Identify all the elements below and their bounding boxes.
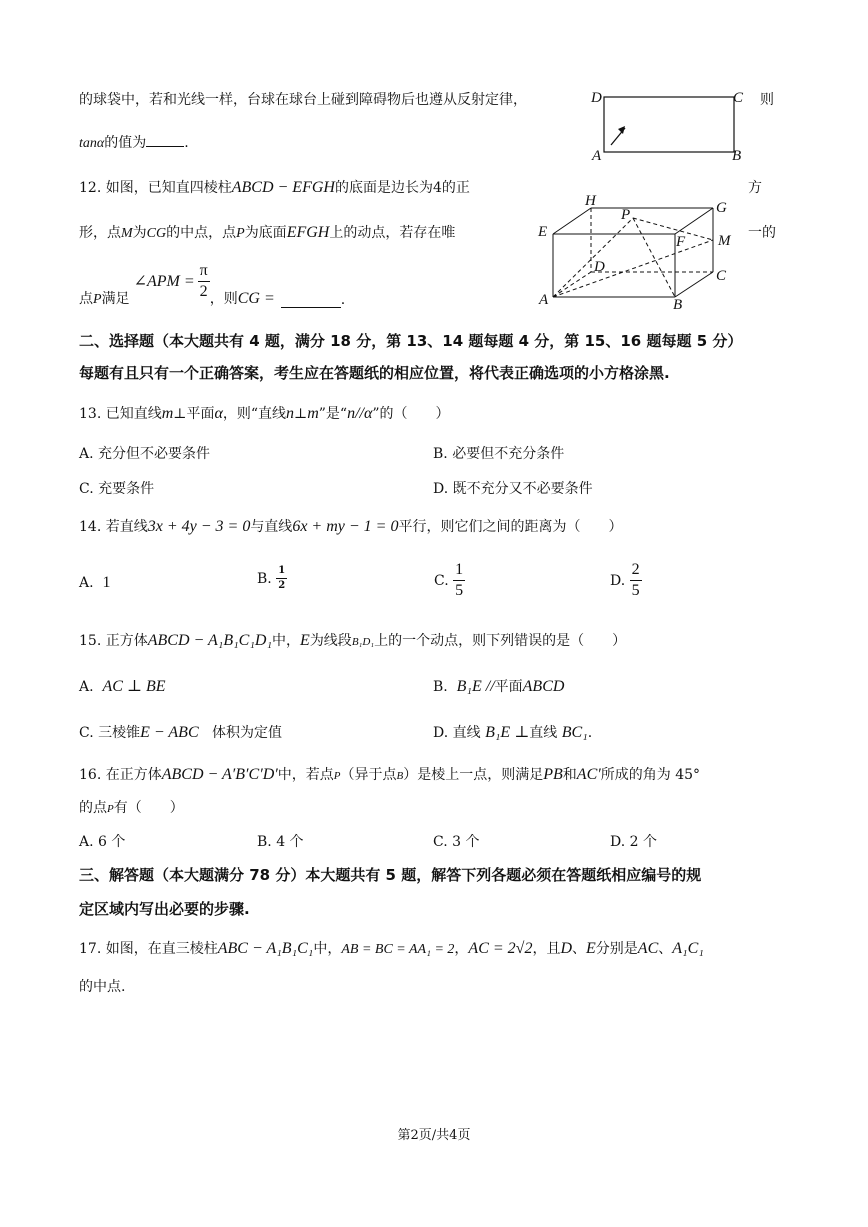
label-p: P — [621, 207, 631, 223]
q13-option-b[interactable]: B. 必要但不充分条件 — [433, 446, 565, 462]
tan-alpha: tanα — [79, 136, 105, 151]
q13-stem: 13. 已知直线m⊥平面α，则“直线n⊥m”是“n//α”的（ ） — [79, 405, 450, 422]
figure-q11-rectangle — [585, 82, 765, 162]
page-footer: 第2页/共4页 — [397, 1128, 471, 1143]
q12-line2: 形，点M为CG的中点，点P为底面EFGH上的动点，若存在唯 — [79, 224, 456, 241]
q13-option-c[interactable]: C. 充要条件 — [79, 481, 155, 497]
q16-option-b[interactable]: B. 4 个 — [257, 834, 304, 850]
q12-line2-end: 一的 — [748, 225, 776, 241]
label-c: C — [733, 90, 744, 106]
q14-option-d[interactable]: D. $\frac{2}{5}$ — [610, 561, 640, 599]
q16-stem-line1: 16. 在正方体ABCD − A′B′C′D′中，若点P（异于点B）是棱上一点，则满足PB和AC′所成的角为 45° — [79, 766, 701, 783]
section3-heading-line2: 定区域内写出必要的步骤. — [79, 900, 250, 918]
q13-option-d[interactable]: D. 既不充分又不必要条件 — [433, 481, 593, 497]
q11-ze: 则 — [760, 92, 774, 108]
section2-heading-line1: 二、选择题（本大题共有 4 题，满分 18 分，第 13、14 题每题 4 分，第 15、16 题每题 5 分） — [79, 332, 743, 350]
label-d: D — [591, 90, 602, 106]
label-f: F — [676, 234, 686, 250]
label-b: B — [732, 148, 742, 162]
q14-option-a[interactable]: A. 1 — [79, 574, 111, 591]
label-g: G — [716, 200, 727, 216]
q13-option-a[interactable]: A. 充分但不必要条件 — [79, 446, 211, 462]
label-d: D — [594, 259, 605, 275]
q12-line1-end: 方 — [748, 180, 762, 196]
q11-line1: 的球袋中，若和光线一样，台球在球台上碰到障碍物后也遵从反射定律， — [79, 92, 527, 108]
fraction-pi-over-2: $\frac{\pi}{2}$ — [199, 261, 208, 300]
label-a: A — [592, 148, 602, 162]
label-c: C — [716, 268, 727, 284]
section3-heading-line1: 三、解答题（本大题满分 78 分）本大题共有 5 题，解答下列各题必须在答题纸相应编号的规 — [79, 866, 702, 884]
q14-option-b[interactable]: B. $\frac{1}{2}$ — [257, 565, 286, 591]
section2-heading-line2: 每题有且只有一个正确答案，考生应在答题纸的相应位置，将代表正确选项的小方格涂黑. — [79, 364, 670, 382]
q15-option-d[interactable]: D. 直线 B₁E ⊥直线 BC₁. — [433, 724, 593, 741]
label-a: A — [539, 292, 549, 308]
q16-option-d[interactable]: D. 2 个 — [610, 834, 657, 850]
label-e: E — [538, 224, 548, 240]
q15-option-b[interactable]: B. B₁E //平面ABCD — [433, 678, 565, 695]
label-b: B — [673, 297, 683, 313]
figure-q12-prism — [535, 192, 745, 314]
label-m: M — [718, 233, 731, 249]
q14-option-c[interactable]: C. $\frac{1}{5}$ — [434, 561, 464, 599]
q17-stem-line2: 的中点. — [79, 979, 126, 995]
q17-stem-line1: 17. 如图，在直三棱柱ABC − A₁B₁C₁中，AB = BC = AA₁ = 2，AC = 2√2，且D、E分别是AC、A₁C₁ — [79, 940, 704, 957]
q16-stem-line2: 的点P有（ ） — [79, 800, 184, 816]
answer-blank-q12 — [281, 307, 341, 308]
q16-option-a[interactable]: A. 6 个 — [79, 834, 126, 850]
q15-option-a[interactable]: A. AC ⊥ BE — [79, 678, 166, 695]
q12-line3: 点 P 满足 ∠APM = $\frac{\pi}{2}$ ，则 CG = . — [79, 261, 346, 308]
q15-option-c[interactable]: C. 三棱锥E − ABC 体积为定值 — [79, 724, 282, 741]
rectangle-abcd — [604, 97, 734, 152]
q15-stem: 15. 正方体ABCD − A₁B₁C₁D₁中，E为线段B₁D₁上的一个动点，则下列错误的是（ ） — [79, 632, 627, 649]
q11-line2: tanα的值为 . — [79, 135, 189, 151]
label-h: H — [585, 193, 596, 209]
answer-blank-q11 — [146, 146, 184, 147]
q14-stem: 14. 若直线3x + 4y − 3 = 0与直线6x + my − 1 = 0平行，则它们之间的距离为（ ） — [79, 518, 623, 535]
q16-option-c[interactable]: C. 3 个 — [433, 834, 480, 850]
q12-line1: 12. 如图，已知直四棱柱ABCD − EFGH的底面是边长为4的正 — [79, 179, 470, 196]
